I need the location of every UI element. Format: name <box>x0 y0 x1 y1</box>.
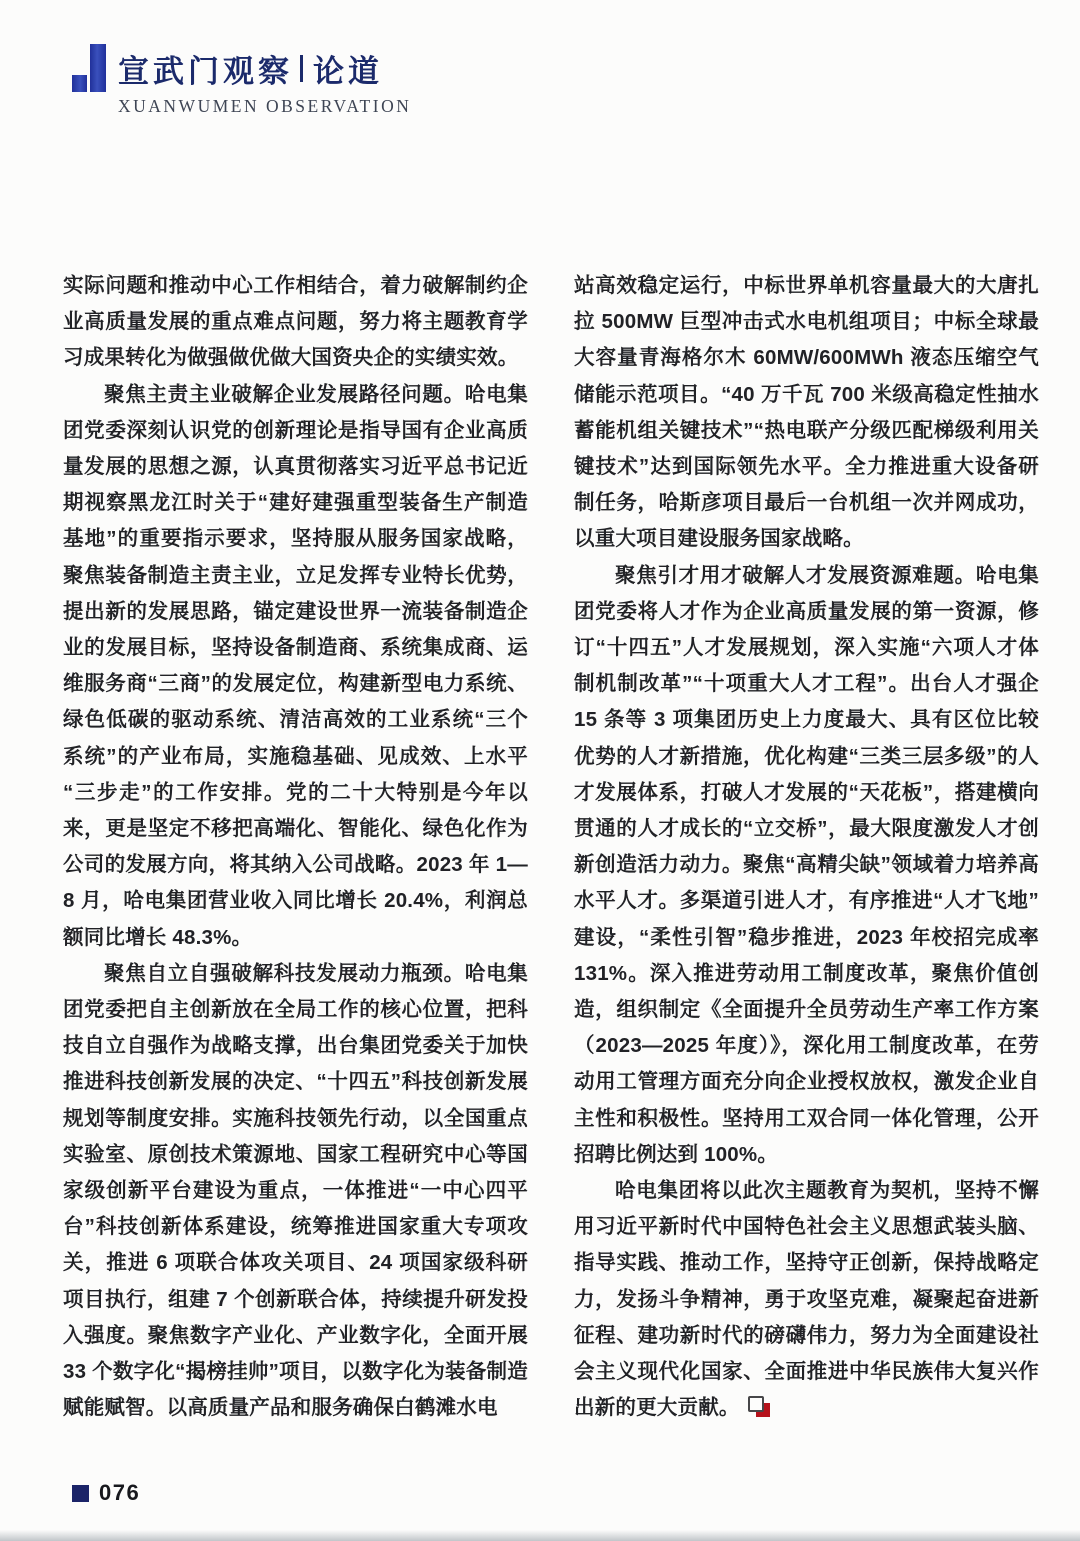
paragraph: 实际问题和推动中心工作相结合，着力破解制约企业高质量发展的重点难点问题，努力将主题教育学习成果转化为做强做优做大国资央企的实绩实效。 <box>63 274 528 370</box>
logo-bar-tall <box>90 44 106 92</box>
paragraph: 站高效稳定运行，中标世界单机容量最大的大唐扎拉 500MW 巨型冲击式水电机组项目；中标全球最大容量青海格尔木 60MW/600MWh 液态压缩空气储能示范项目。“40 万千瓦 700 米级高稳定性抽水蓄能机组关键技术”“热电联产分级匹配梯级利用关键技术”达到国际领先水平。全力推进重大设备研制任务，哈斯彦项目最后一台机组一次并网成功，以重大项目建设服务国家战略。 <box>574 274 1039 551</box>
end-mark-white-square <box>748 1396 764 1412</box>
section-subtitle-en: XUANWUMEN OBSERVATION <box>118 96 412 116</box>
section-name: 论道 <box>313 54 383 89</box>
right-column <box>574 268 1039 1427</box>
paragraph: 聚焦引才用才破解人才发展资源难题。哈电集团党委将人才作为企业高质量发展的第一资源，修订“十四五”人才发展规划，深入实施“六项人才体制机制改革”“十项重大人才工程”。出台人才强企 15 条等 3 项集团历史上力度最大、具有区位比较优势的人才新措施，优化构建“三类三层多级”的人才发展体系，打破人才发展的“天花板”，搭建横向贯通的人才成长的“立交桥”，最大限度激发人才创新创造活力动力。聚焦“高精尖缺”领域着力培养高水平人才。多渠道引进人才，有序推进“人才飞地”建设，“柔性引智”稳步推进，2023 年校招完成率 131%。深入推进劳动用工制度改革，聚焦价值创造，组织制定《全面提升全员劳动生产率工作方案（2023—2025 年度）》，深化用工制度改革，在劳动用工管理方面充分向企业授权放权，激发企业自主性和积极性。坚持用工双合同一体化管理，公开招聘比例达到 100%。 <box>574 563 1039 1166</box>
article-body <box>63 268 1039 1427</box>
paragraph-text: 哈电集团将以此次主题教育为契机，坚持不懈用习近平新时代中国特色社会主义思想武装头脑、指导实践、推动工作，坚持守正创新，保持战略定力，发扬斗争精神，勇于攻坚克难，凝聚起奋进新征程、建功新时代的磅礴伟力，努力为全面建设社会主义现代化国家、全面推进中华民族伟大复兴作出新的更大贡献。 <box>574 1179 1039 1420</box>
logo-bar-small <box>72 75 87 92</box>
left-column <box>63 268 528 1427</box>
scan-bottom-edge <box>0 1530 1080 1541</box>
page-number: 076 <box>99 1480 141 1505</box>
header-text <box>118 46 618 117</box>
section-title <box>118 46 618 91</box>
xuanwumen-logo-icon <box>72 44 108 94</box>
page-footer <box>72 1480 140 1506</box>
title-divider <box>300 55 303 82</box>
footer-square-icon <box>72 1485 89 1502</box>
column-name: 宣武门观察 <box>118 54 293 89</box>
paragraph <box>574 1173 1039 1426</box>
paragraph: 聚焦自立自强破解科技发展动力瓶颈。哈电集团党委把自主创新放在全局工作的核心位置，把科技自立自强作为战略支撑，出台集团党委关于加快推进科技创新发展的决定、“十四五”科技创新发展规划等制度安排。实施科技领先行动，以全国重点实验室、原创技术策源地、国家工程研究中心等国家级创新平台建设为重点，一体推进“一中心四平台”科技创新体系建设，统筹推进国家重大专项攻关，推进 6 项联合体攻关项目、24 项国家级科研项目执行，组建 7 个创新联合体，持续提升研发投入强度。聚焦数字产业化、产业数字化，全面开展 33 个数字化“揭榜挂帅”项目，以数字化为装备制造赋能赋智。以高质量产品和服务确保白鹤滩水电 <box>63 961 528 1420</box>
paragraph: 聚焦主责主业破解企业发展路径问题。哈电集团党委深刻认识党的创新理论是指导国有企业高质量发展的思想之源，认真贯彻落实习近平总书记近期视察黑龙江时关于“建好建强重型装备生产制造基地”的重要指示要求，坚持服从服务国家战略，聚焦装备制造主责主业，立足发挥专业特长优势，提出新的发展思路，锚定建设世界一流装备制造企业的发展目标，坚持设备制造商、系统集成商、运维服务商“三商”的发展定位，构建新型电力系统、绿色低碳的驱动系统、清洁高效的工业系统“三个系统”的产业布局，实施稳基础、见成效、上水平“三步走”的工作安排。党的二十大特别是今年以来，更是坚定不移把高端化、智能化、绿色化作为公司的发展方向，将其纳入公司战略。2023 年 1—8 月，哈电集团营业收入同比增长 20.4%，利润总额同比增长 48.3%。 <box>63 382 528 949</box>
article-end-mark-icon <box>748 1396 770 1417</box>
